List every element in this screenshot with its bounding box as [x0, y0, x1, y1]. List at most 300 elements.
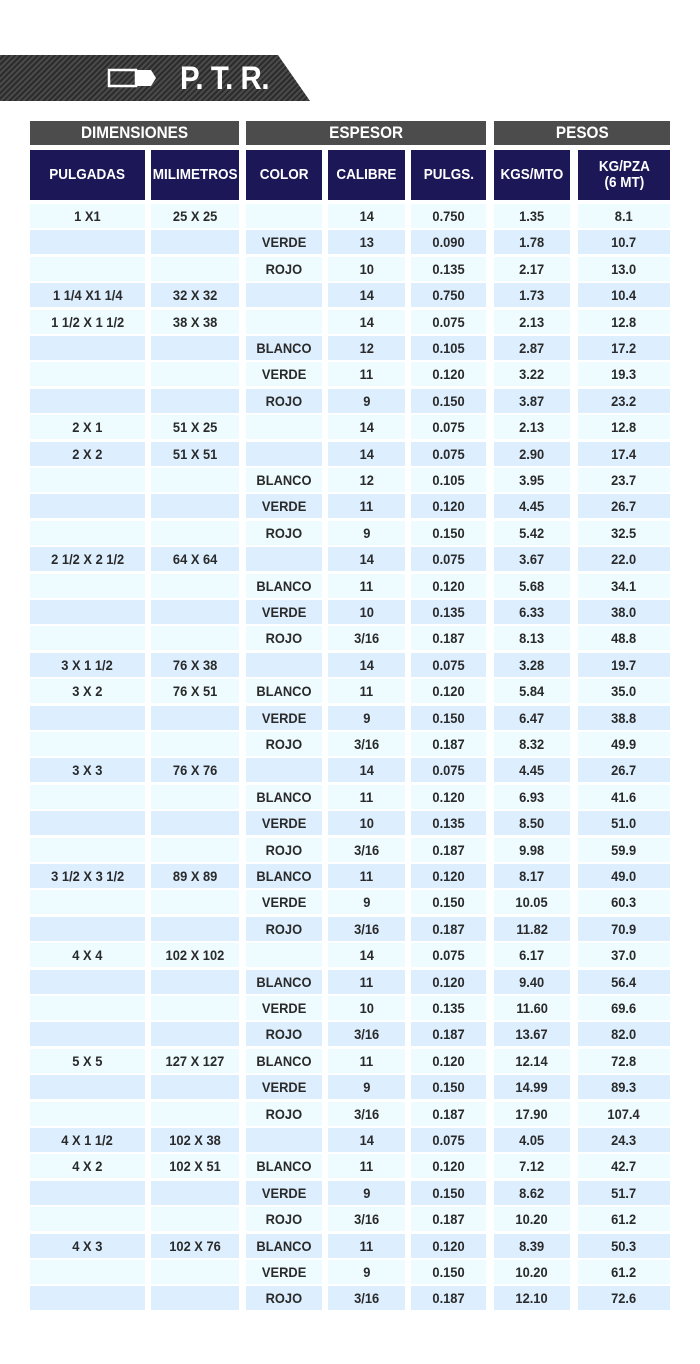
- table-cell-kgs-mto: 10.05: [494, 890, 570, 914]
- table-cell-kgs-mto: 12.14: [494, 1049, 570, 1073]
- table-cell-color: BLANCO: [246, 679, 322, 703]
- table-cell-kgs-mto: 2.17: [494, 257, 570, 281]
- table-cell-milimetros: [151, 574, 239, 598]
- table-cell-calibre: 12: [328, 468, 405, 492]
- table-cell-milimetros: [151, 521, 239, 545]
- table-cell-pulgs: 0.150: [411, 1181, 486, 1205]
- table-cell-color: BLANCO: [246, 468, 322, 492]
- table-cell-pulgadas: [30, 970, 145, 994]
- table-cell-calibre: 3/16: [328, 1286, 405, 1310]
- table-cell-milimetros: [151, 1181, 239, 1205]
- table-cell-milimetros: [151, 494, 239, 518]
- table-cell-kg-pza: 107.4: [578, 1102, 670, 1126]
- rectangular-tube-icon: [106, 67, 158, 89]
- group-header-pesos: PESOS: [494, 121, 670, 145]
- table-cell-pulgs: 0.135: [411, 600, 486, 624]
- table-cell-pulgs: 0.120: [411, 970, 486, 994]
- table-cell-color: VERDE: [246, 1181, 322, 1205]
- table-cell-pulgs: 0.150: [411, 1075, 486, 1099]
- table-cell-milimetros: [151, 785, 239, 809]
- table-cell-milimetros: [151, 257, 239, 281]
- table-cell-color: VERDE: [246, 1075, 322, 1099]
- table-cell-color: [246, 943, 322, 967]
- table-cell-color: ROJO: [246, 1022, 322, 1046]
- table-cell-calibre: 14: [328, 1128, 405, 1152]
- table-cell-color: ROJO: [246, 521, 322, 545]
- table-cell-milimetros: [151, 1022, 239, 1046]
- table-cell-kg-pza: 56.4: [578, 970, 670, 994]
- column-header-color: COLOR: [246, 150, 322, 200]
- table-cell-color: BLANCO: [246, 1154, 322, 1178]
- table-cell-milimetros: 38 X 38: [151, 310, 239, 334]
- table-cell-milimetros: [151, 468, 239, 492]
- table-cell-kgs-mto: 11.82: [494, 917, 570, 941]
- table-cell-pulgadas: [30, 1286, 145, 1310]
- table-cell-kgs-mto: 2.13: [494, 415, 570, 439]
- table-cell-pulgs: 0.120: [411, 679, 486, 703]
- table-cell-pulgs: 0.187: [411, 838, 486, 862]
- table-cell-pulgadas: 1 1/4 X1 1/4: [30, 283, 145, 307]
- table-cell-pulgs: 0.750: [411, 204, 486, 228]
- table-cell-color: ROJO: [246, 389, 322, 413]
- table-cell-calibre: 10: [328, 600, 405, 624]
- table-cell-pulgadas: [30, 257, 145, 281]
- table-cell-color: ROJO: [246, 838, 322, 862]
- table-cell-color: VERDE: [246, 600, 322, 624]
- table-cell-pulgadas: [30, 1207, 145, 1231]
- table-cell-kgs-mto: 1.35: [494, 204, 570, 228]
- table-cell-kgs-mto: 8.13: [494, 626, 570, 650]
- table-cell-kgs-mto: 8.50: [494, 811, 570, 835]
- table-cell-kgs-mto: 4.45: [494, 494, 570, 518]
- table-cell-pulgadas: 3 X 3: [30, 758, 145, 782]
- table-cell-color: ROJO: [246, 1207, 322, 1231]
- table-cell-kg-pza: 35.0: [578, 679, 670, 703]
- table-cell-pulgs: 0.135: [411, 811, 486, 835]
- table-cell-kgs-mto: 2.90: [494, 442, 570, 466]
- table-cell-milimetros: [151, 1102, 239, 1126]
- table-cell-color: [246, 653, 322, 677]
- table-cell-kg-pza: 34.1: [578, 574, 670, 598]
- table-cell-color: [246, 758, 322, 782]
- table-cell-pulgadas: 4 X 1 1/2: [30, 1128, 145, 1152]
- table-cell-kg-pza: 24.3: [578, 1128, 670, 1152]
- table-cell-pulgs: 0.075: [411, 1128, 486, 1152]
- table-cell-kg-pza: 38.0: [578, 600, 670, 624]
- table-cell-pulgadas: [30, 917, 145, 941]
- table-cell-milimetros: [151, 706, 239, 730]
- group-header-dimensiones: DIMENSIONES: [30, 121, 239, 145]
- table-cell-color: ROJO: [246, 1102, 322, 1126]
- table-cell-calibre: 14: [328, 283, 405, 307]
- table-cell-pulgadas: [30, 336, 145, 360]
- table-cell-pulgadas: [30, 1181, 145, 1205]
- table-cell-pulgadas: 2 X 1: [30, 415, 145, 439]
- table-cell-color: ROJO: [246, 626, 322, 650]
- table-cell-calibre: 14: [328, 943, 405, 967]
- table-cell-kgs-mto: 3.95: [494, 468, 570, 492]
- table-cell-kgs-mto: 6.93: [494, 785, 570, 809]
- table-cell-kgs-mto: 8.62: [494, 1181, 570, 1205]
- table-cell-kg-pza: 13.0: [578, 257, 670, 281]
- table-cell-milimetros: 127 X 127: [151, 1049, 239, 1073]
- table-cell-pulgs: 0.075: [411, 758, 486, 782]
- table-cell-kg-pza: 23.2: [578, 389, 670, 413]
- table-cell-pulgadas: [30, 468, 145, 492]
- table-cell-kg-pza: 17.2: [578, 336, 670, 360]
- table-cell-pulgs: 0.187: [411, 917, 486, 941]
- group-header-espesor: ESPESOR: [246, 121, 486, 145]
- table-cell-pulgs: 0.120: [411, 574, 486, 598]
- table-cell-pulgadas: [30, 706, 145, 730]
- table-cell-milimetros: 102 X 76: [151, 1234, 239, 1258]
- table-cell-milimetros: 102 X 51: [151, 1154, 239, 1178]
- table-cell-pulgs: 0.187: [411, 1207, 486, 1231]
- table-cell-kg-pza: 59.9: [578, 838, 670, 862]
- table-cell-pulgadas: [30, 1022, 145, 1046]
- table-cell-milimetros: 51 X 51: [151, 442, 239, 466]
- table-cell-kgs-mto: 4.45: [494, 758, 570, 782]
- table-cell-kg-pza: 51.0: [578, 811, 670, 835]
- table-cell-kgs-mto: 17.90: [494, 1102, 570, 1126]
- table-cell-calibre: 3/16: [328, 732, 405, 756]
- table-cell-kgs-mto: 8.39: [494, 1234, 570, 1258]
- table-cell-calibre: 3/16: [328, 1102, 405, 1126]
- table-cell-kg-pza: 22.0: [578, 547, 670, 571]
- table-cell-color: [246, 415, 322, 439]
- table-cell-pulgadas: 4 X 4: [30, 943, 145, 967]
- table-cell-pulgs: 0.105: [411, 468, 486, 492]
- table-cell-calibre: 11: [328, 785, 405, 809]
- table-cell-kgs-mto: 6.17: [494, 943, 570, 967]
- table-cell-kgs-mto: 5.68: [494, 574, 570, 598]
- table-cell-kg-pza: 19.7: [578, 653, 670, 677]
- table-cell-calibre: 9: [328, 1260, 405, 1284]
- table-cell-kg-pza: 41.6: [578, 785, 670, 809]
- table-cell-color: ROJO: [246, 917, 322, 941]
- table-cell-kgs-mto: 9.98: [494, 838, 570, 862]
- table-cell-pulgs: 0.120: [411, 362, 486, 386]
- table-cell-color: VERDE: [246, 1260, 322, 1284]
- table-cell-calibre: 10: [328, 996, 405, 1020]
- table-cell-color: BLANCO: [246, 1049, 322, 1073]
- table-cell-pulgs: 0.120: [411, 864, 486, 888]
- table-cell-milimetros: [151, 1286, 239, 1310]
- table-cell-color: VERDE: [246, 811, 322, 835]
- table-cell-pulgs: 0.075: [411, 415, 486, 439]
- table-cell-calibre: 11: [328, 494, 405, 518]
- table-cell-color: [246, 283, 322, 307]
- table-cell-kgs-mto: 5.84: [494, 679, 570, 703]
- table-cell-calibre: 3/16: [328, 917, 405, 941]
- table-cell-kgs-mto: 2.87: [494, 336, 570, 360]
- table-cell-color: BLANCO: [246, 970, 322, 994]
- table-cell-color: BLANCO: [246, 785, 322, 809]
- table-cell-calibre: 11: [328, 864, 405, 888]
- table-cell-milimetros: 89 X 89: [151, 864, 239, 888]
- table-cell-kg-pza: 8.1: [578, 204, 670, 228]
- table-cell-calibre: 14: [328, 204, 405, 228]
- column-header-pulgadas: PULGADAS: [30, 150, 145, 200]
- table-cell-pulgadas: [30, 1102, 145, 1126]
- table-cell-milimetros: [151, 362, 239, 386]
- table-cell-pulgs: 0.120: [411, 1049, 486, 1073]
- table-cell-milimetros: [151, 336, 239, 360]
- table-cell-pulgadas: 4 X 2: [30, 1154, 145, 1178]
- table-cell-kgs-mto: 3.28: [494, 653, 570, 677]
- table-cell-kgs-mto: 8.32: [494, 732, 570, 756]
- table-cell-kg-pza: 61.2: [578, 1260, 670, 1284]
- table-cell-milimetros: [151, 970, 239, 994]
- table-cell-calibre: 10: [328, 257, 405, 281]
- table-cell-kgs-mto: 13.67: [494, 1022, 570, 1046]
- table-cell-calibre: 14: [328, 310, 405, 334]
- table-cell-pulgadas: [30, 1075, 145, 1099]
- table-cell-pulgs: 0.187: [411, 1022, 486, 1046]
- table-cell-pulgs: 0.120: [411, 1234, 486, 1258]
- table-cell-milimetros: 76 X 38: [151, 653, 239, 677]
- table-cell-pulgadas: [30, 389, 145, 413]
- table-cell-kgs-mto: 9.40: [494, 970, 570, 994]
- table-cell-kgs-mto: 5.42: [494, 521, 570, 545]
- table-cell-milimetros: 25 X 25: [151, 204, 239, 228]
- table-cell-pulgadas: 3 1/2 X 3 1/2: [30, 864, 145, 888]
- table-cell-pulgadas: [30, 600, 145, 624]
- table-cell-pulgadas: [30, 732, 145, 756]
- table-cell-kg-pza: 17.4: [578, 442, 670, 466]
- table-cell-color: [246, 547, 322, 571]
- table-cell-kgs-mto: 6.47: [494, 706, 570, 730]
- table-cell-kg-pza: 61.2: [578, 1207, 670, 1231]
- table-cell-color: [246, 310, 322, 334]
- table-cell-pulgadas: [30, 626, 145, 650]
- page-title: P. T. R.: [180, 60, 270, 96]
- table-cell-milimetros: 102 X 102: [151, 943, 239, 967]
- table-cell-calibre: 14: [328, 653, 405, 677]
- table-cell-color: ROJO: [246, 1286, 322, 1310]
- table-cell-pulgadas: [30, 811, 145, 835]
- table-cell-pulgs: 0.187: [411, 626, 486, 650]
- table-cell-color: ROJO: [246, 257, 322, 281]
- table-cell-pulgadas: [30, 362, 145, 386]
- table-cell-calibre: 14: [328, 415, 405, 439]
- table-cell-pulgadas: [30, 574, 145, 598]
- table-cell-pulgs: 0.187: [411, 1102, 486, 1126]
- table-cell-pulgadas: 3 X 1 1/2: [30, 653, 145, 677]
- table-cell-milimetros: [151, 389, 239, 413]
- table-cell-calibre: 14: [328, 442, 405, 466]
- table-cell-kg-pza: 26.7: [578, 494, 670, 518]
- table-cell-kgs-mto: 1.73: [494, 283, 570, 307]
- table-cell-pulgs: 0.187: [411, 732, 486, 756]
- table-cell-color: BLANCO: [246, 864, 322, 888]
- column-header-milimetros: MILIMETROS: [151, 150, 239, 200]
- table-cell-calibre: 13: [328, 230, 405, 254]
- table-cell-pulgs: 0.120: [411, 1154, 486, 1178]
- table-cell-kg-pza: 38.8: [578, 706, 670, 730]
- table-cell-kg-pza: 89.3: [578, 1075, 670, 1099]
- table-cell-milimetros: [151, 890, 239, 914]
- table-cell-kg-pza: 72.6: [578, 1286, 670, 1310]
- table-cell-kgs-mto: 3.22: [494, 362, 570, 386]
- table-cell-color: [246, 1128, 322, 1152]
- table-cell-kg-pza: 19.3: [578, 362, 670, 386]
- table-cell-kgs-mto: 10.20: [494, 1207, 570, 1231]
- table-cell-pulgadas: 1 1/2 X 1 1/2: [30, 310, 145, 334]
- table-cell-kg-pza: 72.8: [578, 1049, 670, 1073]
- table-cell-pulgs: 0.075: [411, 310, 486, 334]
- table-cell-kg-pza: 82.0: [578, 1022, 670, 1046]
- table-cell-color: BLANCO: [246, 574, 322, 598]
- table-cell-calibre: 11: [328, 574, 405, 598]
- table-cell-kg-pza: 49.9: [578, 732, 670, 756]
- table-cell-milimetros: [151, 1207, 239, 1231]
- table-cell-color: VERDE: [246, 706, 322, 730]
- table-cell-kgs-mto: 2.13: [494, 310, 570, 334]
- table-cell-pulgs: 0.150: [411, 1260, 486, 1284]
- table-cell-pulgs: 0.135: [411, 996, 486, 1020]
- table-cell-pulgadas: 5 X 5: [30, 1049, 145, 1073]
- table-cell-kgs-mto: 14.99: [494, 1075, 570, 1099]
- table-cell-pulgs: 0.120: [411, 494, 486, 518]
- table-cell-kg-pza: 12.8: [578, 310, 670, 334]
- table-cell-calibre: 9: [328, 1075, 405, 1099]
- table-cell-calibre: 11: [328, 1154, 405, 1178]
- table-cell-color: VERDE: [246, 890, 322, 914]
- table-cell-pulgs: 0.150: [411, 521, 486, 545]
- table-cell-pulgs: 0.120: [411, 785, 486, 809]
- table-cell-pulgadas: [30, 521, 145, 545]
- table-cell-kgs-mto: 3.67: [494, 547, 570, 571]
- table-cell-calibre: 9: [328, 521, 405, 545]
- table-cell-milimetros: [151, 600, 239, 624]
- table-cell-kg-pza: 12.8: [578, 415, 670, 439]
- table-cell-pulgs: 0.075: [411, 442, 486, 466]
- table-cell-kgs-mto: 1.78: [494, 230, 570, 254]
- table-cell-pulgadas: [30, 494, 145, 518]
- table-cell-calibre: 3/16: [328, 1207, 405, 1231]
- table-cell-calibre: 9: [328, 890, 405, 914]
- column-header-calibre: CALIBRE: [328, 150, 405, 200]
- column-header-kgs-mto: KGS/MTO: [494, 150, 570, 200]
- table-cell-milimetros: [151, 732, 239, 756]
- table-cell-kgs-mto: 10.20: [494, 1260, 570, 1284]
- table-cell-milimetros: 51 X 25: [151, 415, 239, 439]
- table-cell-color: VERDE: [246, 494, 322, 518]
- table-cell-calibre: 3/16: [328, 838, 405, 862]
- column-header-kg-pza: KG/PZA (6 MT): [578, 150, 670, 200]
- table-cell-pulgadas: [30, 890, 145, 914]
- table-cell-pulgs: 0.135: [411, 257, 486, 281]
- table-cell-milimetros: [151, 996, 239, 1020]
- table-cell-milimetros: 64 X 64: [151, 547, 239, 571]
- table-cell-milimetros: [151, 1260, 239, 1284]
- table-cell-kg-pza: 50.3: [578, 1234, 670, 1258]
- table-cell-kg-pza: 51.7: [578, 1181, 670, 1205]
- table-cell-pulgadas: [30, 838, 145, 862]
- table-cell-kg-pza: 10.4: [578, 283, 670, 307]
- table-cell-kgs-mto: 8.17: [494, 864, 570, 888]
- table-cell-kg-pza: 60.3: [578, 890, 670, 914]
- table-cell-calibre: 14: [328, 758, 405, 782]
- table-cell-kgs-mto: 6.33: [494, 600, 570, 624]
- table-cell-kgs-mto: 3.87: [494, 389, 570, 413]
- table-cell-color: [246, 442, 322, 466]
- table-cell-kg-pza: 10.7: [578, 230, 670, 254]
- table-cell-kg-pza: 70.9: [578, 917, 670, 941]
- table-cell-pulgadas: [30, 996, 145, 1020]
- table-cell-milimetros: [151, 626, 239, 650]
- table-cell-milimetros: [151, 917, 239, 941]
- table-cell-pulgs: 0.150: [411, 890, 486, 914]
- table-cell-milimetros: 76 X 51: [151, 679, 239, 703]
- table-cell-kg-pza: 69.6: [578, 996, 670, 1020]
- table-cell-kg-pza: 37.0: [578, 943, 670, 967]
- column-header-pulgs: PULGS.: [411, 150, 486, 200]
- table-cell-milimetros: [151, 230, 239, 254]
- table-cell-pulgadas: 4 X 3: [30, 1234, 145, 1258]
- table-cell-pulgs: 0.075: [411, 653, 486, 677]
- table-cell-pulgadas: 2 X 2: [30, 442, 145, 466]
- table-cell-calibre: 9: [328, 706, 405, 730]
- table-cell-kg-pza: 32.5: [578, 521, 670, 545]
- table-cell-pulgadas: [30, 1260, 145, 1284]
- table-cell-color: BLANCO: [246, 1234, 322, 1258]
- table-cell-kg-pza: 49.0: [578, 864, 670, 888]
- table-cell-kgs-mto: 4.05: [494, 1128, 570, 1152]
- table-cell-kg-pza: 48.8: [578, 626, 670, 650]
- table-cell-milimetros: [151, 838, 239, 862]
- table-cell-pulgadas: 1 X1: [30, 204, 145, 228]
- table-cell-pulgadas: 3 X 2: [30, 679, 145, 703]
- table-cell-color: ROJO: [246, 732, 322, 756]
- table-cell-milimetros: [151, 811, 239, 835]
- table-cell-kg-pza: 42.7: [578, 1154, 670, 1178]
- table-cell-pulgs: 0.150: [411, 706, 486, 730]
- table-cell-pulgadas: 2 1/2 X 2 1/2: [30, 547, 145, 571]
- table-cell-pulgs: 0.150: [411, 389, 486, 413]
- table-cell-color: VERDE: [246, 230, 322, 254]
- table-cell-calibre: 11: [328, 1049, 405, 1073]
- table-cell-calibre: 3/16: [328, 626, 405, 650]
- table-cell-calibre: 12: [328, 336, 405, 360]
- table-cell-calibre: 11: [328, 1234, 405, 1258]
- table-cell-milimetros: 76 X 76: [151, 758, 239, 782]
- table-cell-pulgadas: [30, 230, 145, 254]
- table-cell-calibre: 9: [328, 1181, 405, 1205]
- table-cell-calibre: 11: [328, 970, 405, 994]
- table-cell-milimetros: 32 X 32: [151, 283, 239, 307]
- table-cell-calibre: 11: [328, 362, 405, 386]
- table-cell-pulgadas: [30, 785, 145, 809]
- table-cell-color: VERDE: [246, 996, 322, 1020]
- table-cell-kg-pza: 26.7: [578, 758, 670, 782]
- table-cell-color: [246, 204, 322, 228]
- table-cell-calibre: 11: [328, 679, 405, 703]
- table-cell-color: BLANCO: [246, 336, 322, 360]
- table-cell-milimetros: [151, 1075, 239, 1099]
- table-cell-kgs-mto: 11.60: [494, 996, 570, 1020]
- table-cell-calibre: 10: [328, 811, 405, 835]
- table-cell-color: VERDE: [246, 362, 322, 386]
- table-cell-kgs-mto: 12.10: [494, 1286, 570, 1310]
- table-cell-milimetros: 102 X 38: [151, 1128, 239, 1152]
- table-cell-pulgs: 0.750: [411, 283, 486, 307]
- table-cell-calibre: 14: [328, 547, 405, 571]
- table-cell-pulgs: 0.075: [411, 943, 486, 967]
- table-cell-pulgs: 0.090: [411, 230, 486, 254]
- table-cell-pulgs: 0.075: [411, 547, 486, 571]
